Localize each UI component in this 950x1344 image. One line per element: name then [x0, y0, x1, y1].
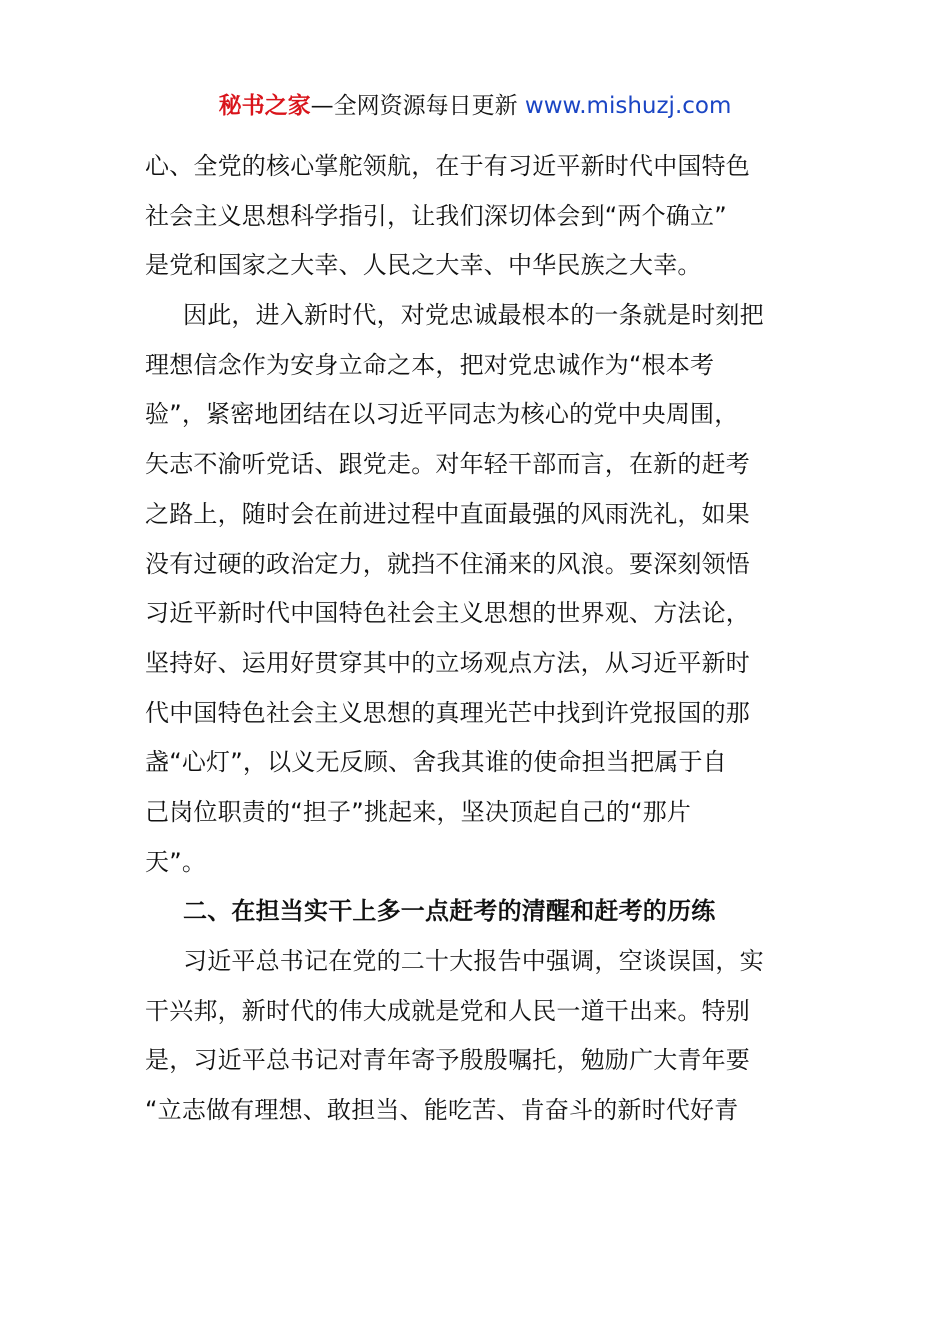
text-line: 理想信念作为安身立命之本，把对党忠诚作为“根本考 — [145, 350, 715, 379]
document-body — [145, 142, 805, 1136]
text-line: “立志做有理想、敢担当、能吃苦、肯奋斗的新时代好青 — [145, 1096, 739, 1125]
text-line: 干兴邦，新时代的伟大成就是党和人民一道干出来。特别 — [145, 996, 750, 1025]
paragraph-start-line: 因此，进入新时代，对党忠诚最根本的一条就是时刻把 — [183, 301, 764, 330]
text-line: 验”，紧密地团结在以习近平同志为核心的党中央周围， — [145, 400, 739, 429]
section-heading: 二、在担当实干上多一点赶考的清醒和赶考的历练 — [183, 897, 716, 926]
text-line: 没有过硬的政治定力，就挡不住涌来的风浪。要深刻领悟 — [145, 549, 750, 578]
text-line: 习近平新时代中国特色社会主义思想的世界观、方法论， — [145, 599, 750, 628]
text-line: 盏“心灯”，以义无反顾、舍我其谁的使命担当把属于自 — [145, 748, 727, 777]
paragraph-start-line: 习近平总书记在党的二十大报告中强调，空谈误国，实 — [183, 947, 764, 975]
text-line: 心、全党的核心掌舵领航，在于有习近平新时代中国特色 — [145, 152, 750, 180]
text-line: 己岗位职责的“担子”挑起来，坚决顶起自己的“那片 — [145, 797, 692, 826]
text-line: 代中国特色社会主义思想的真理光芒中找到许党报国的那 — [145, 698, 750, 727]
text-line: 之路上，随时会在前进过程中直面最强的风雨洗礼，如果 — [145, 499, 750, 528]
site-header — [0, 90, 950, 122]
site-tagline: —全网资源每日更新 — [310, 93, 518, 119]
text-line: 坚持好、运用好贯穿其中的立场观点方法，从习近平新时 — [145, 648, 750, 677]
text-line: 矢志不渝听党话、跟党走。对年轻干部而言，在新的赶考 — [145, 450, 750, 479]
text-line: 是，习近平总书记对青年寄予殷殷嘱托，勉励广大青年要 — [145, 1046, 750, 1075]
text-line: 是党和国家之大幸、人民之大幸、中华民族之大幸。 — [145, 251, 702, 280]
text-line: 天”。 — [145, 847, 207, 876]
site-url-link[interactable]: www.mishuzj.com — [524, 93, 732, 119]
text-line: 社会主义思想科学指引，让我们深切体会到“两个确立” — [145, 201, 727, 230]
site-brand: 秘书之家 — [218, 93, 311, 119]
